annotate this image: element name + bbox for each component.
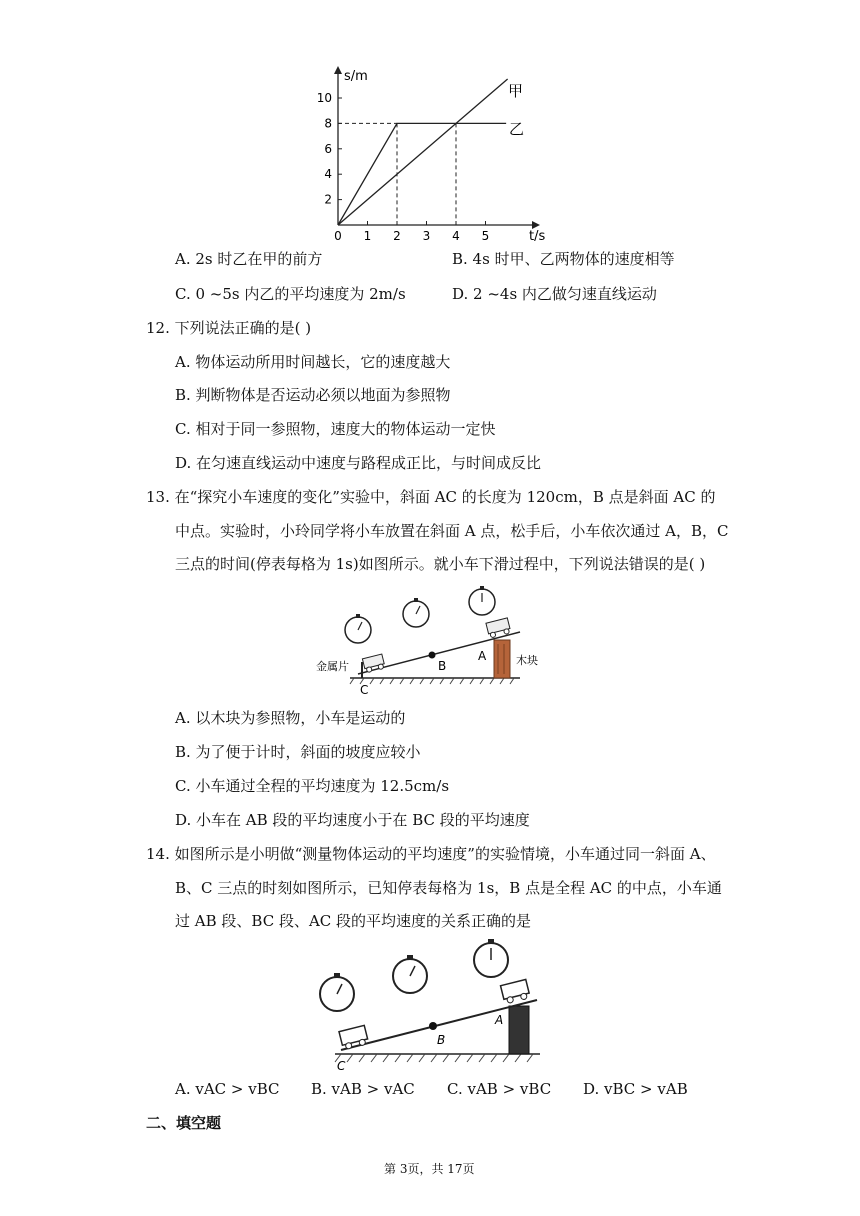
q13-option-c: C. 小车通过全程的平均速度为 12.5cm/s (175, 777, 450, 795)
stopwatch-b-icon (403, 598, 429, 627)
x-axis-arrow (532, 221, 540, 229)
q13-option-b: B. 为了便于计时，斜面的坡度应较小 (175, 743, 421, 761)
q14-option-c: C. vAB > vBC (447, 1080, 552, 1098)
q14-stem-line3: 过 AB 段、BC 段、AC 段的平均速度的关系正确的是 (175, 912, 532, 930)
st-graph (310, 58, 546, 248)
stopwatch-a-icon (469, 586, 495, 615)
label-point-c: C (360, 683, 369, 697)
x-axis-label: t/s (529, 229, 546, 244)
section-title: 二、填空题 (146, 1114, 222, 1132)
y-tick-label: 6 (324, 141, 332, 156)
q14-option-a: A. vAC > vBC (175, 1080, 280, 1098)
x-tick-label: 0 (334, 229, 342, 243)
q12-option-c: C. 相对于同一参照物，速度大的物体运动一定快 (175, 420, 496, 438)
label-point-b: B (438, 659, 447, 673)
q14-option-b: B. vAB > vAC (311, 1080, 415, 1098)
q11-option-c: C. 0 ~5s 内乙的平均速度为 2m/s (175, 285, 406, 303)
q11-option-d: D. 2 ~4s 内乙做匀速直线运动 (452, 285, 657, 303)
q13-stem-line2: 中点。实验时，小玲同学将小车放置在斜面 A 点，松手后，小车依次通过 A，B，C (175, 522, 729, 540)
x-tick-label: 2 (393, 229, 401, 243)
block (509, 1006, 529, 1054)
label-point-a: A (478, 649, 487, 663)
q13-option-a: A. 以木块为参照物，小车是运动的 (175, 709, 406, 727)
label-wood-block: 木块 (516, 654, 538, 667)
q14-option-d: D. vBC > vAB (583, 1080, 688, 1098)
q12-option-a: A. 物体运动所用时间越长，它的速度越大 (175, 353, 451, 371)
q14-incline-figure (315, 936, 545, 1072)
label-metal-sheet: 金属片 (316, 660, 349, 673)
q12-stem: 12. 下列说法正确的是( ) (146, 319, 312, 337)
q12-option-d: D. 在匀速直线运动中速度与路程成正比，与时间成反比 (175, 454, 542, 472)
line-jia-label: 甲 (508, 82, 524, 100)
x-tick-label: 5 (481, 229, 490, 243)
label-point-c: C (337, 1059, 346, 1073)
x-tick-label: 3 (422, 229, 431, 243)
stopwatch-b-icon (393, 955, 427, 993)
stopwatch-c-icon (345, 614, 371, 643)
series-yi-line (338, 123, 506, 225)
q13-option-d: D. 小车在 AB 段的平均速度小于在 BC 段的平均速度 (175, 811, 530, 829)
stopwatch-c-icon (320, 973, 354, 1011)
label-point-a: A (495, 1013, 504, 1027)
series-jia-line (338, 79, 508, 225)
q13-incline-figure (310, 582, 550, 700)
page-footer: 第 3页，共 17页 (384, 1162, 475, 1176)
line-yi-label: 乙 (509, 120, 525, 138)
stopwatch-a-icon (474, 939, 508, 977)
q14-stem-line1: 14. 如图所示是小明做“测量物体运动的平均速度”的实验情境，小车通过同一斜面 A、 (146, 845, 716, 863)
q13-stem-line1: 13. 在“探究小车速度的变化”实验中，斜面 AC 的长度为 120cm，B 点是斜面 AC 的 (146, 488, 716, 506)
y-tick-label: 10 (316, 91, 332, 105)
label-point-b: B (437, 1033, 446, 1047)
y-axis-label: s/m (344, 69, 368, 84)
q11-option-b: B. 4s 时甲、乙两物体的速度相等 (452, 250, 675, 268)
x-tick-label: 1 (363, 229, 372, 243)
q12-option-b: B. 判断物体是否运动必须以地面为参照物 (175, 386, 451, 404)
y-tick-label: 2 (324, 192, 332, 207)
y-axis-arrow (334, 66, 342, 74)
q13-stem-line3: 三点的时间(停表每格为 1s)如图所示。就小车下滑过程中，下列说法错误的是( ) (175, 555, 706, 573)
q11-option-a: A. 2s 时乙在甲的前方 (175, 250, 323, 268)
q14-stem-line2: B、C 三点的时刻如图所示，已知停表每格为 1s，B 点是全程 AC 的中点，小车通 (175, 879, 722, 897)
x-tick-label: 4 (452, 229, 460, 243)
wood-block (494, 640, 510, 678)
y-tick-label: 8 (324, 116, 332, 131)
y-tick-label: 4 (324, 167, 332, 182)
